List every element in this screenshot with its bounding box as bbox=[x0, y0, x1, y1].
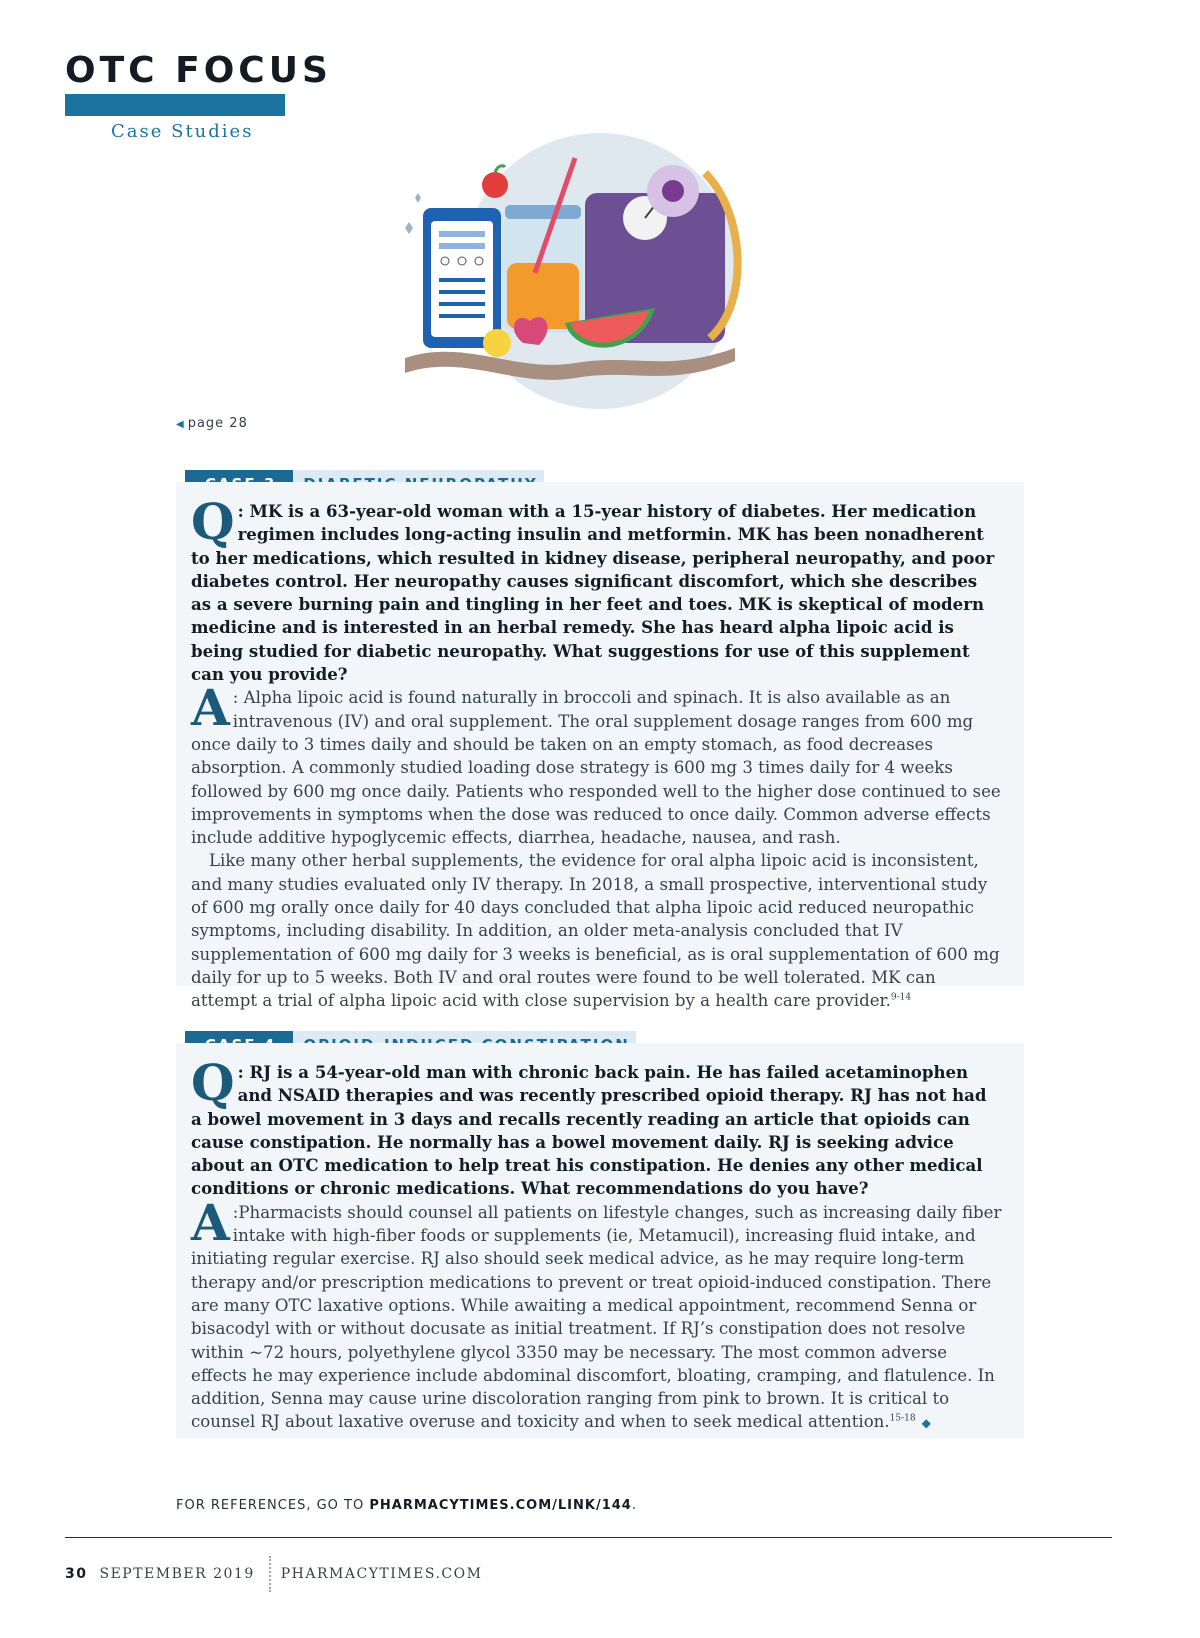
answer-dropcap: A bbox=[191, 1192, 230, 1252]
sparkle-icon bbox=[405, 222, 413, 234]
page-number: 30 bbox=[65, 1566, 88, 1582]
case-4-question: Q : RJ is a 54-year-old man with chronic back pain. He has failed acetaminophen and NSAID therapies and was recently prescribed opioid therapy. RJ has not had a bowel movement in 3 days and recalls recently reading an article that opioids can cause constipation. He normally has a bowel movement daily. RJ is seeking advice about an OTC medication to help treat his constipation. He denies any other medical conditions or chronic medications. What recommendations do you have? bbox=[191, 1053, 987, 1199]
case-3-answer: A : Alpha lipoic acid is found naturally in broccoli and spinach. It is also available as an intravenous (IV) and oral supplement. The oral supplement dosage ranges from 600 mg once daily to 3 times daily and should be taken on an empty stomach, as food decreases absorption. A commonly studied loading dose strategy is 600 mg 3 times daily for 4 weeks followed by 600 mg once daily. Patients who responded well to the higher dose continued to see improvements in symptoms when the dose was reduced to once daily. Common adverse effects include additive hypoglycemic effects, diarrhea, headache, nausea, and rash. bbox=[191, 678, 1001, 848]
case-4-answer: A :Pharmacists should counsel all patients on lifestyle changes, such as increasing daily fiber intake with high-fiber foods or supplements (ie, Metamucil), increasing fluid intake, and initiating regular exercise. RJ also should seek medical advice, as he may require long-term therapy and/or prescription medications to prevent or treat opioid-induced constipation. There are many OTC laxative options. While awaiting a medical appointment, recommend Senna or bisacodyl with or without docusate as initial treatment. If RJ’s constipation does not resolve within ~72 hours, polyethylene glycol 3350 may be necessary. The most common adverse effects he may experience include abdominal discomfort, bloating, cramping, and flatulence. In addition, Senna may cause urine discoloration ranging from pink to brown. It is critical to counsel RJ about laxative overuse and toxicity and when to seek medical attention.$^{15-18}$ ◆ bbox=[191, 1192, 1002, 1432]
footer-divider bbox=[65, 1537, 1112, 1538]
references-link[interactable]: PHARMACYTIMES.COM/LINK/144 bbox=[369, 1498, 632, 1513]
case-3-question: Q : MK is a 63-year-old woman with a 15-year history of diabetes. Her medication regimen includes long-acting insulin and metformin. MK has been nonadherent to her medications, which resulted in kidney disease, peripheral neuropathy, and poor diabetes control. Her neuropathy causes significant discomfort, which she describes as a severe burning pain and tingling in her feet and toes. MK is skeptical of modern medicine and is interested in an herbal remedy. She has heard alpha lipoic acid is being studied for diabetic neuropathy. What suggestions for use of this supplement can you provide? bbox=[191, 492, 995, 685]
healthy-lifestyle-illustration bbox=[405, 133, 775, 433]
case-3-answer-paragraph-2: Like many other herbal supplements, the evidence for oral alpha lipoic acid is inconsistent, and many studies evaluated only IV therapy. In 2018, a small prospective, interventional study of 600 mg orally once daily for 40 days concluded that alpha lipoic acid reduced neuropathic symptoms, including disability. In addition, an older meta-analysis concluded that IV supplementation of 600 mg daily for 3 weeks is beneficial, as is oral supplementation of 600 mg daily for up to 5 weeks. Both IV and oral routes were found to be well tolerated. MK can attempt a trial of alpha lipoic acid with close supervision by a health care provider.$^{9-14}$ bbox=[191, 851, 1000, 1011]
continued-from-page: ◀ page 28 bbox=[176, 416, 248, 431]
question-dropcap: Q bbox=[191, 1053, 235, 1112]
citation: 15-18 bbox=[889, 1413, 916, 1424]
answer-dropcap: A bbox=[191, 678, 230, 738]
issue-date: SEPTEMBER 2019 bbox=[99, 1566, 255, 1582]
case-4-box bbox=[176, 1043, 1024, 1439]
triangle-left-icon: ◀ bbox=[176, 419, 185, 430]
references-note: FOR REFERENCES, GO TO PHARMACYTIMES.COM/LINK/144. bbox=[176, 1498, 637, 1513]
end-diamond-icon: ◆ bbox=[921, 1416, 931, 1431]
case-3-box bbox=[176, 482, 1024, 1011]
section-subtitle: Case Studies bbox=[111, 121, 254, 142]
footer-separator bbox=[269, 1556, 271, 1592]
page-footer bbox=[65, 1556, 482, 1592]
question-dropcap: Q bbox=[191, 492, 235, 551]
citation: 9-14 bbox=[890, 992, 912, 1003]
apple-icon bbox=[482, 172, 508, 198]
site-name: PHARMACYTIMES.COM bbox=[280, 1566, 483, 1582]
section-title: OTC FOCUS bbox=[65, 50, 332, 91]
lemon-icon bbox=[483, 329, 511, 357]
section-title-bar bbox=[65, 94, 285, 116]
